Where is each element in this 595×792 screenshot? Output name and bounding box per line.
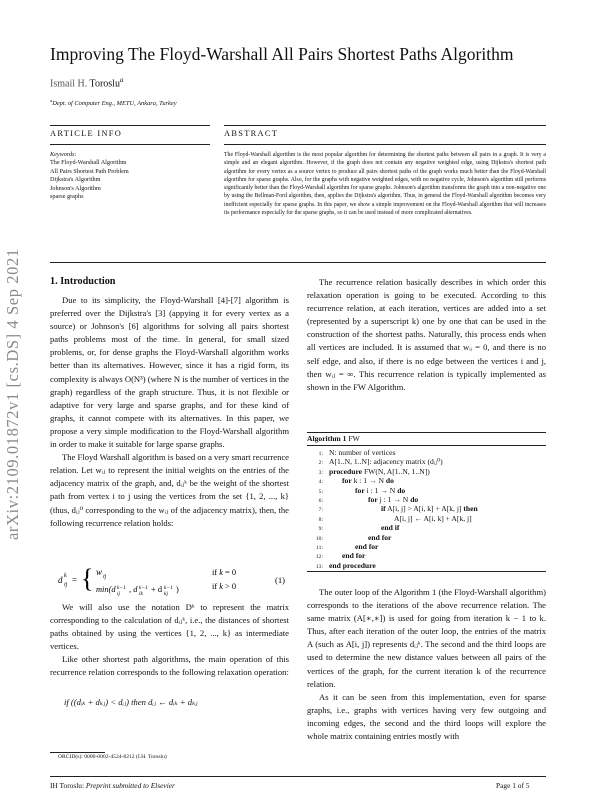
algorithm-box — [307, 432, 546, 572]
algorithm-line-text: A[1..N, 1..N]: adjacency matrix (dᵢⱼ⁰) — [329, 457, 443, 467]
algorithm-line-text: end for — [368, 532, 392, 542]
svg-text:): ) — [176, 585, 179, 594]
affiliation — [50, 98, 177, 107]
footer-author: IH Toroslu: — [50, 781, 85, 790]
svg-text:min(d: min(d — [96, 585, 116, 594]
algorithm-line-text: A[i, j] ← A[i, k] + A[k, j] — [394, 513, 472, 523]
svg-text:ij: ij — [64, 582, 68, 588]
algorithm-line-number: 11: — [316, 545, 323, 551]
algorithm-rule-mid — [307, 445, 546, 446]
section-heading-introduction: 1. Introduction — [50, 276, 116, 287]
svg-text:k−1: k−1 — [117, 585, 126, 591]
algorithm-caption-name: FW — [346, 434, 360, 443]
algorithm-line — [307, 495, 418, 504]
author-last-name: Toroslu — [89, 78, 120, 90]
algorithm-line — [307, 533, 391, 542]
algorithm-line-text: for j : 1 → N do — [368, 495, 419, 504]
abstract-heading: ABSTRACT — [224, 129, 279, 138]
algorithm-line-number: 10: — [315, 535, 323, 542]
algorithm-line-number: 2: — [318, 460, 323, 467]
algorithm-line-number: 9: — [318, 526, 323, 533]
intro-paragraph-3: We will also use the notation Dᵏ to represent the matrix corresponding to the calculation of dᵢⱼᵏ, i.e., the distances of shortest paths obtained by using the vertices {1, 2, ..., k} as intermediate vertices. — [50, 602, 289, 652]
algorithm-rule-top — [307, 432, 546, 433]
algorithm-line — [307, 476, 394, 485]
algorithm-line-text: procedure FW(N, A[1..N, 1..N]) — [329, 466, 430, 476]
keywords-block — [50, 151, 210, 201]
svg-text:k: k — [64, 573, 67, 579]
right-paragraph-2: The outer loop of the Algorithm 1 (the Floyd-Warshall algorithm) corresponds to the iterations of the above recurrence relation. The same matrix (A[∗,∗]) is used for going from iteration k − 1 to k. Thus, after each iteration of the outer loop, the entries of the matrix A (such as A[i, j]) represents dᵢⱼᵏ. The second and the third loops are used to determine the new distance values between all pairs of the vertices of the graph, for the current iteration k of the recurrence relation. — [307, 587, 546, 689]
left-column-text-lower — [50, 601, 289, 680]
algorithm-line — [307, 514, 472, 523]
keyword-item: Dijkstra's Algorithm — [50, 176, 101, 184]
algorithm-line-number: 7: — [318, 507, 323, 514]
relaxation-relation: if ((dᵢₖ + dₖⱼ) < dᵢⱼ) then dᵢⱼ ← dᵢₖ + dₖⱼ — [64, 697, 198, 707]
svg-text:if k > 0: if k > 0 — [212, 582, 237, 591]
algorithm-line — [307, 448, 395, 457]
svg-text:ij: ij — [103, 574, 107, 580]
article-info-heading: ARTICLE INFO — [50, 129, 123, 138]
algorithm-line — [307, 542, 378, 551]
svg-text:, d: , d — [129, 585, 138, 594]
algorithm-caption — [307, 434, 360, 443]
algorithm-line-text: end if — [381, 523, 400, 533]
svg-text:k−1: k−1 — [139, 585, 148, 591]
svg-text:{: { — [81, 564, 94, 593]
footnote-rule — [50, 752, 105, 753]
algorithm-caption-label: Algorithm 1 — [307, 434, 347, 443]
algorithm-line-number: 8: — [318, 516, 323, 523]
algorithm-line-text: if A[i, j] > A[i, k] + A[k, j] then — [381, 504, 478, 514]
arxiv-identifier: arXiv:2109.01872v1 [cs.DS] 4 Sep 2021 — [3, 248, 22, 540]
author-first-name: Ismail H. — [50, 78, 90, 90]
svg-text:kj: kj — [164, 591, 168, 597]
svg-text:=: = — [72, 575, 78, 585]
algorithm-line-text: end procedure — [329, 560, 376, 570]
algorithm-line — [307, 467, 430, 476]
svg-text:if k = 0: if k = 0 — [212, 568, 237, 577]
author-mark: a — [119, 76, 124, 84]
algorithm-rule-bottom — [307, 571, 546, 572]
affiliation-text: Dept. of Computer Eng., METU, Ankara, Turkey — [52, 100, 177, 108]
svg-text:ik: ik — [139, 591, 143, 597]
algorithm-line — [307, 551, 365, 560]
svg-text:+ d: + d — [151, 585, 163, 594]
footer-note: Preprint submitted to Elsevier — [85, 781, 175, 790]
algorithm-line-text: for i : 1 → N do — [355, 485, 406, 495]
abstract-rule-top — [224, 125, 546, 126]
keyword-item: Johnson's Algorithm — [50, 184, 101, 192]
algorithm-line-number: 12: — [315, 554, 323, 561]
keywords-label: Keywords: — [50, 151, 77, 158]
left-column-text — [50, 294, 289, 530]
affiliation-mark: a — [50, 98, 53, 103]
algorithm-line — [307, 561, 376, 570]
equation-number: (1) — [275, 575, 286, 585]
keyword-item: All Pairs Shortest Path Problem — [50, 167, 129, 175]
algorithm-line — [307, 486, 405, 495]
recurrence-equation — [50, 562, 289, 598]
paper-title: Improving The Floyd-Warshall All Pairs Shortest Paths Algorithm — [50, 44, 514, 64]
algorithm-line — [307, 504, 478, 513]
orcid-footnote: ORCID(s): 0000-0002-4524-8212 (I.H. Toroslu) — [58, 754, 167, 760]
algorithm-line — [307, 457, 443, 466]
algorithm-line-number: 1: — [318, 451, 323, 457]
algorithm-line-text: end for — [342, 551, 366, 561]
intro-paragraph-1: Due to its simplicity, the Floyd-Warshall [4]-[7] algorithm is preferred over the Dijkstra's [3] (appying it for every vertex as a source) or Johnson's [6] algorithms for solving all pairs shortest paths problems most of the time. In general, for small sized problems, or, for dense graphs the Floyd-Warshall algorithm works better than its alternatives. However, since it has a rigid form, its complexity is always O(N³) (where N is the number of vertices in the graph) regardless of the graph structure. Thus, it is not flexible or adaptive for very large and sparse graphs, and for these kind of graphs, it cannot compete with its alternatives. In this paper, we propose a very simple modification to the Floyd-Warshall algorithm in order to make it suitable for large sparse graphs. — [50, 295, 289, 450]
algorithm-line — [307, 523, 399, 532]
algorithm-line-number: 6: — [318, 498, 323, 504]
svg-text:k−1: k−1 — [164, 585, 173, 591]
right-paragraph-3: As it can be seen from this implementation, even for sparse graphs, i.e., graphs with vertices having very few outgoing and incoming edges, the second and the third loops will explore the whole matrix containing entries mostly with — [307, 691, 546, 742]
svg-text:ij: ij — [117, 591, 121, 597]
right-column-text — [307, 276, 546, 394]
right-paragraph-1: The recurrence relation basically describes in which order this relaxation operation is going to be executed. According to this recurrence relation, at each iteration, vertices are added into a set (represented by a superscript k) one by one that can be used in the construction of the shortest paths. Naturally, this process ends when all vertices are included. It is assumed that wᵢᵢ = 0, and there is no self edge, and also, if there is no edge between the vertices i and j, then wᵢⱼ = ∞. This recurrence relation is typically implemented as shown in the FW Algorithm. — [307, 277, 546, 392]
algorithm-line-text: end for — [355, 542, 379, 551]
svg-text:w: w — [96, 567, 103, 577]
algorithm-line-text: N: number of vertices — [329, 448, 396, 457]
algorithm-line-number: 3: — [318, 469, 323, 476]
keyword-item: The Floyd-Warshall Algorithm — [50, 159, 127, 167]
right-column-text-lower — [307, 586, 546, 743]
equation-graphic — [50, 562, 289, 598]
author-line — [50, 76, 123, 89]
algorithm-line-number: 13: — [315, 563, 323, 570]
header-bottom-rule — [50, 262, 546, 263]
algorithm-line-number: 5: — [318, 488, 323, 495]
footer-rule — [50, 776, 546, 777]
page-number: Page 1 of 5 — [496, 781, 530, 790]
abstract-text: The Floyd-Warshall algorithm is the most popular algorithm for determining the shortest paths between all pairs in a graph. It is very a simple and an elegant algorithm. However, if the graph does not contain any negative weighted edge, using Dijkstra's shortest path algorithm for every vertex as a source vertex to produce all pairs shortest paths of the graph works much better than the Floyd-Warshall algorithm for sparse graphs. Also, for the graphs with negative weighted edges, with no negative cycle, Johnson's algorithm still performs significantly better than the Floyd-Warshall algorithm for sparse graphs. Johnson's algorithm transforms the graph into a non-negative one by using the Bellman-Ford algorithm, then, applies the Dijkstra's algorithm. Thus, in general the Floyd-Warshall algorithm becomes very inefficient especially for sparse graphs. In this paper, we show a simple improvement on the Floyd-Warshall algorithm that will increases its performance especially for the sparse graphs, so it can be used instead of more complicated alternatives. — [224, 152, 546, 217]
intro-paragraph-4: Like other shortest path algorithms, the main operation of this recurrence relation corresponds to the following relaxation operation: — [50, 654, 289, 678]
algorithm-line-text: for k : 1 → N do — [342, 476, 394, 486]
keyword-item: sparse graphs — [50, 193, 84, 201]
article-info-rule-bottom — [50, 144, 210, 145]
article-info-rule-top — [50, 125, 210, 126]
abstract-rule-mid — [224, 144, 546, 145]
algorithm-line-number: 4: — [318, 479, 323, 486]
footer-left — [50, 781, 175, 790]
svg-text:d: d — [58, 575, 63, 585]
intro-paragraph-2: The Floyd Warshall algorithm is based on a very smart recurrence relation. Let wᵢⱼ to represent the initial weights on the entries of the adjacency matrix of the graph, and, dᵢⱼᵏ be the weight of the shortest path from vertex i to j using the vertices from the set {1, 2, ..., k} (thus, dᵢⱼ⁰ corresponding to the wᵢⱼ of the adjacency matrix), then, the following recurrence relation holds: — [50, 452, 289, 528]
